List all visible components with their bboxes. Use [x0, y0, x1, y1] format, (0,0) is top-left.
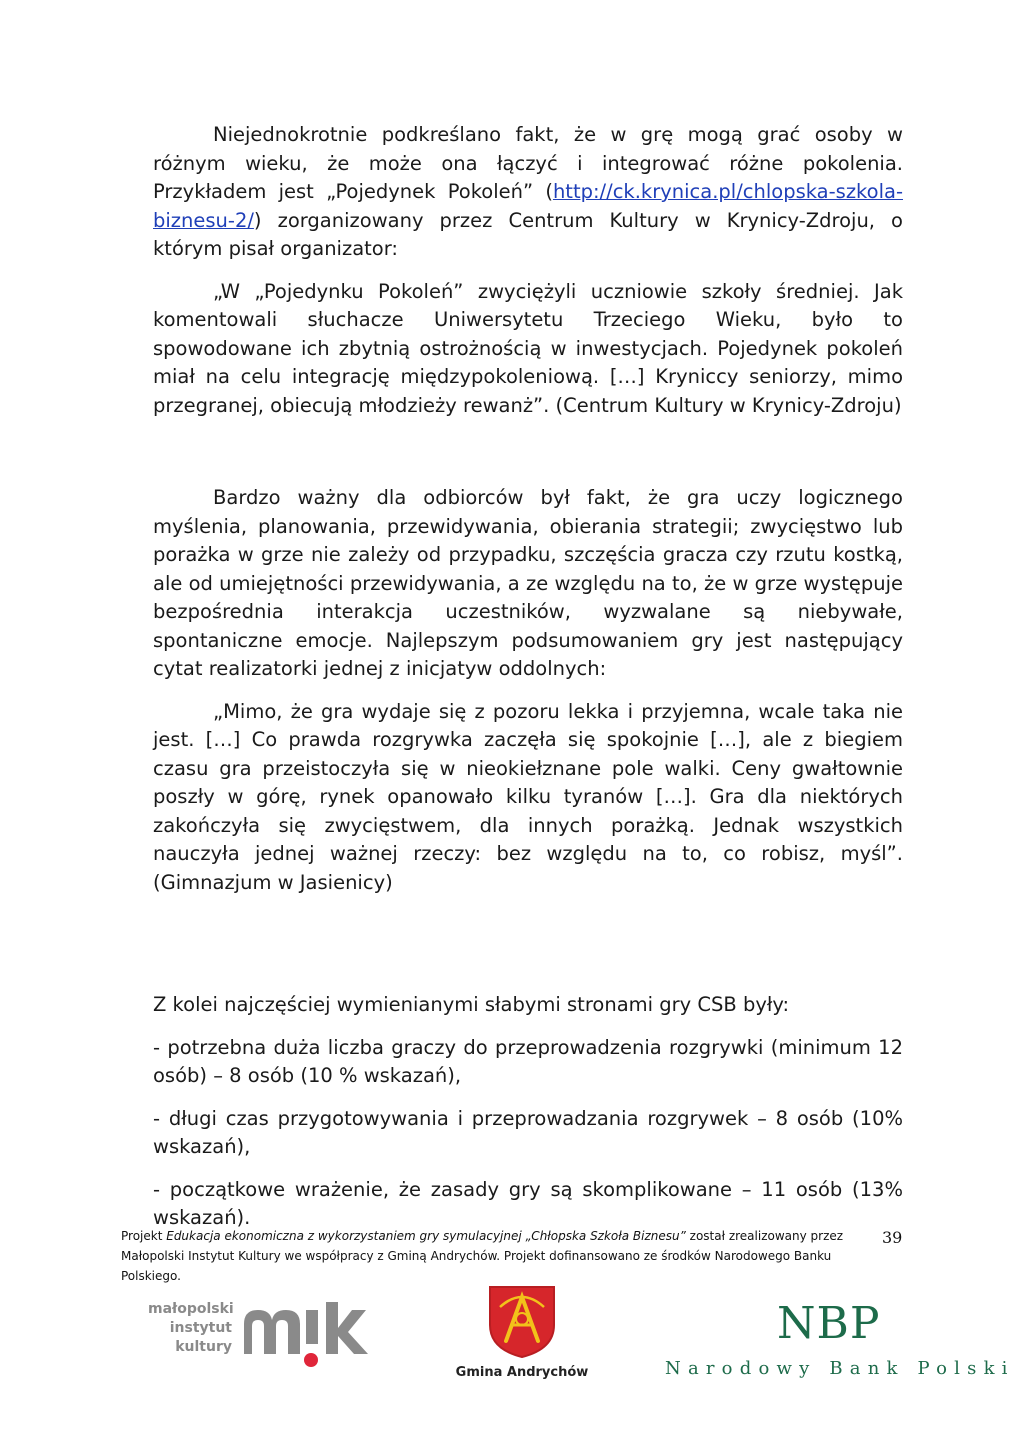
- page-body: [153, 121, 903, 1233]
- mik-line: małopolski: [148, 1301, 234, 1317]
- paragraph-intro: Niejednokrotnie podkreślano fakt, że w grę mogą grać osoby w różnym wieku, że może ona łączyć i integrować różne pokolenia. Przykładem jest „Pojedynek Pokoleń” (http://ck.krynica.pl/chlopska-szkola-biznesu-2/) zorganizowany przez Centrum Kultury w Krynicy-Zdroju, o którym pisał organizator:: [153, 123, 903, 260]
- footer-note: Projekt Edukacja ekonomiczna z wykorzystaniem gry symulacyjnej „Chłopska Szkoła Biznesu” został zrealizowany przez Małopolski Instytut Kultury we współpracy z Gminą Andrychów. Projekt dofinansowano ze środków Narodowego Banku Polskiego.: [121, 1229, 844, 1283]
- paragraph-strengths: Bardzo ważny dla odbiorców był fakt, że gra uczy logicznego myślenia, planowania, przewidywania, obierania strategii; zwycięstwo lub porażka w grze nie zależy od przypadku, szczęścia gracza czy rzutu kostką, ale od umiejętności przewidywania, a ze względu na to, że w grze występuje bezpośrednia interakcja uczestników, wyzwalane są niebywałe, spontaniczne emocje. Najlepszym podsumowaniem gry jest następujący cytat realizatorki jednej z inicjatyw oddolnych:: [153, 486, 903, 680]
- gmina-label: Gmina Andrychów: [455, 1365, 589, 1380]
- mik-mark-icon: [240, 1302, 370, 1374]
- list-item: - długi czas przygotowywania i przeprowadzania rozgrywek – 8 osób (10% wskazań),: [153, 1106, 903, 1158]
- paragraph-weaknesses: Z kolei najczęściej wymienianymi słabymi stronami gry CSB były:: [153, 993, 790, 1016]
- coat-of-arms-icon: [488, 1285, 556, 1359]
- gmina-andrychow-logo: [452, 1285, 592, 1385]
- page-number: 39: [882, 1228, 903, 1247]
- nbp-logo: [665, 1298, 1015, 1388]
- mik-line: kultury: [175, 1339, 232, 1355]
- list-item: - potrzebna duża liczba graczy do przeprowadzenia rozgrywki (minimum 12 osób) – 8 osób (10 % wskazań),: [153, 1035, 903, 1087]
- mik-line: instytut: [169, 1320, 232, 1336]
- quote-jasienica: „Mimo, że gra wydaje się z pozoru lekka i przyjemna, wcale taka nie jest. […] Co prawda rozgrywka zaczęła się spokojnie […], ale z biegiem czasu gra przeistoczyła się w nieokiełznane pole walki. Ceny gwałtownie poszły w górę, rynek opanowało kilku tyranów […]. Gra dla niektórych zakończyła się zwycięstwem, dla innych porażką. Jednak wszystkich nauczyła jednej ważnej rzeczy: bez względu na to, co robisz, myśl”. (Gimnazjum w Jasienicy): [153, 699, 903, 894]
- mik-logo: [148, 1300, 368, 1375]
- nbp-letters: NBP: [777, 1298, 881, 1349]
- quote-krynica: „W „Pojedynku Pokoleń” zwyciężyli uczniowie szkoły średniej. Jak komentowali słuchacze Uniwersytetu Trzeciego Wieku, było to spowodowane ich zbytnią ostrożnością w inwestycjach. Pojedynek pokoleń miał na celu integrację międzypokoleniową. […] Kryniccy seniorzy, mimo przegranej, obiecują młodzieży rewanż”. (Centrum Kultury w Krynicy-Zdroju): [153, 279, 903, 417]
- list-item: - początkowe wrażenie, że zasady gry są skomplikowane – 11 osób (13% wskazań).: [153, 1177, 903, 1229]
- nbp-full-name: Narodowy Bank Polski: [665, 1358, 1015, 1379]
- krynica-link[interactable]: http://ck.krynica.pl/chlopska-szkola-biznesu-2/: [153, 180, 903, 232]
- project-title: Edukacja ekonomiczna z wykorzystaniem gry symulacyjnej „Chłopska Szkoła Biznesu”: [166, 1229, 686, 1243]
